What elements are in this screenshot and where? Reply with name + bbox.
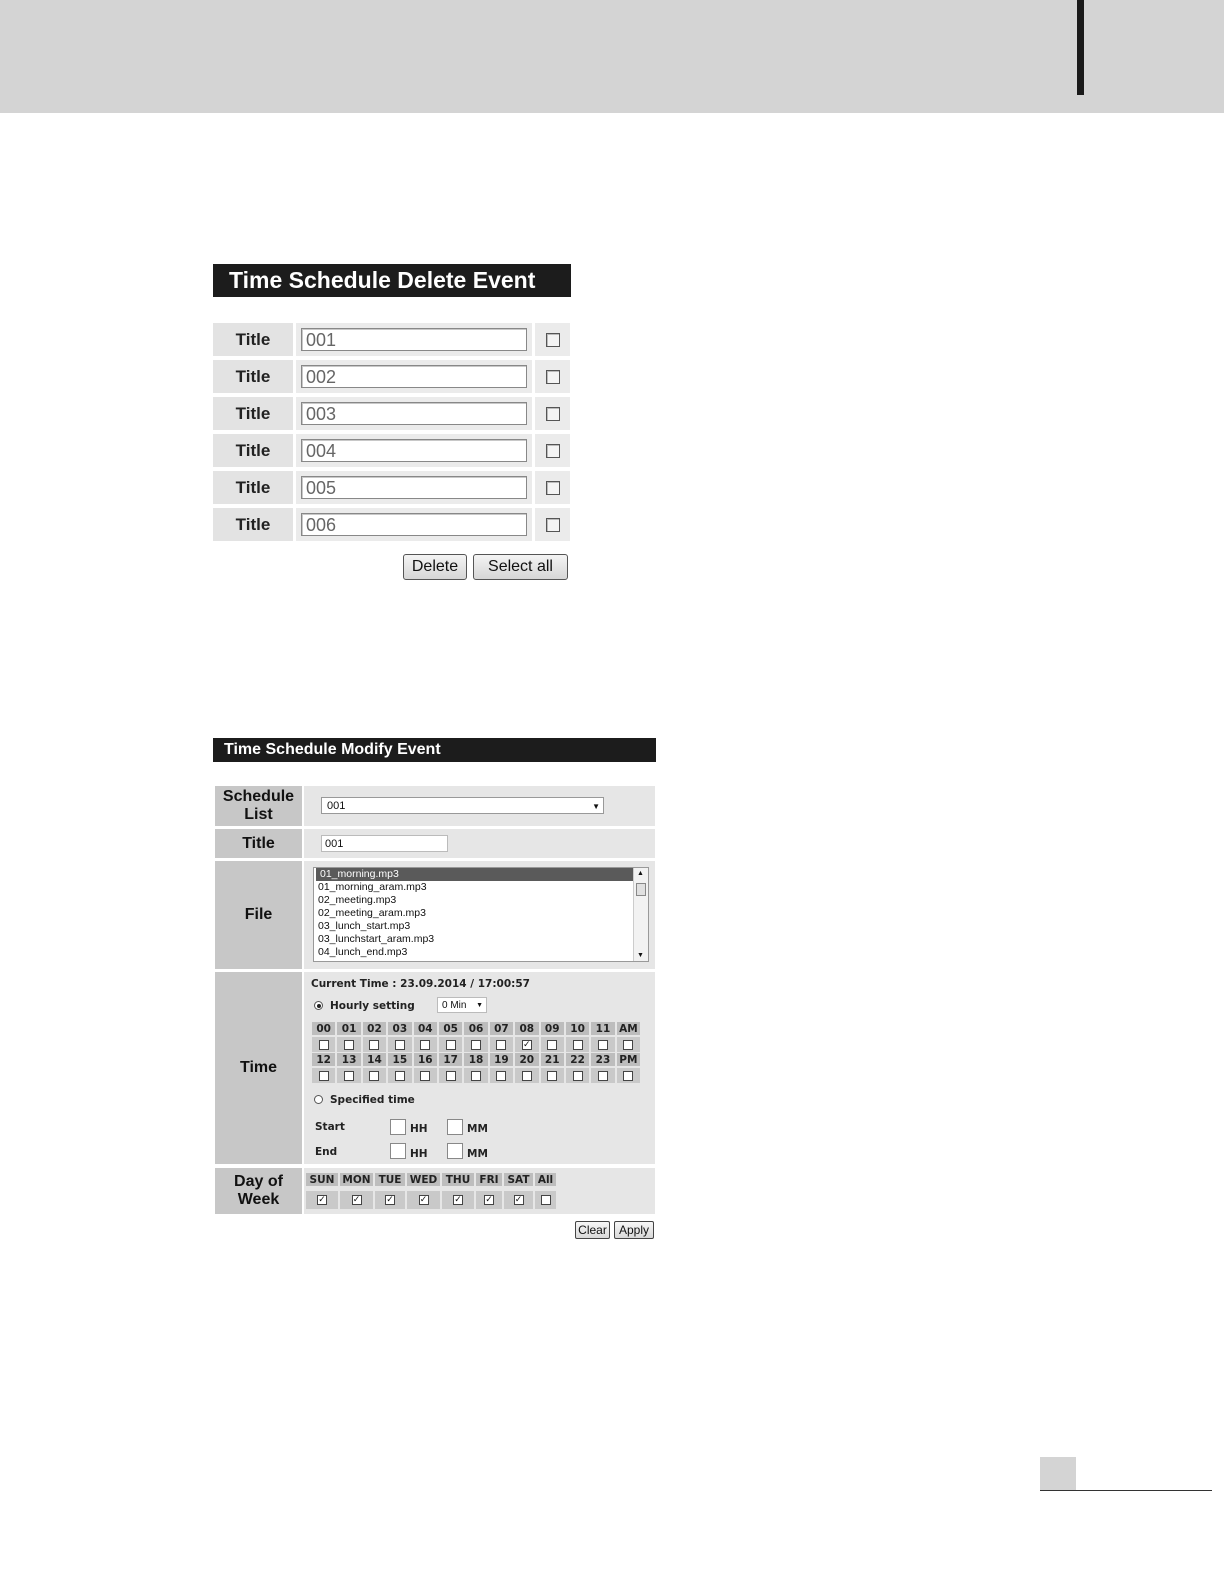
grid-header-cell: 14: [363, 1053, 388, 1066]
checkbox[interactable]: [471, 1040, 481, 1050]
checkbox[interactable]: [319, 1040, 329, 1050]
file-list-item[interactable]: 01_morning_aram.mp3: [318, 881, 427, 893]
start-hh-label: HH: [410, 1123, 428, 1135]
checkbox[interactable]: [369, 1040, 379, 1050]
grid-checkbox-cell: [515, 1037, 540, 1052]
grid-checkbox-cell: [363, 1068, 388, 1083]
grid-checkbox-cell: [312, 1068, 337, 1083]
grid-header-cell: THU: [442, 1173, 476, 1186]
grid-header-cell: SUN: [306, 1173, 340, 1186]
title-input[interactable]: 006: [301, 513, 527, 536]
grid-checkbox-cell: [337, 1037, 362, 1052]
specified-time-label: Specified time: [330, 1094, 415, 1106]
title-input-cell: [296, 471, 532, 504]
start-mm-label: MM: [467, 1123, 488, 1135]
end-minute-input[interactable]: [447, 1143, 463, 1159]
start-minute-input[interactable]: [447, 1119, 463, 1135]
grid-checkbox-cell: [340, 1191, 375, 1209]
chevron-down-icon: ▼: [476, 1002, 483, 1009]
checkbox[interactable]: [319, 1071, 329, 1081]
file-list-item[interactable]: 04_lunch_end.mp3: [318, 946, 408, 958]
checkbox[interactable]: [446, 1040, 456, 1050]
grid-header-cell: 04: [414, 1022, 439, 1035]
modify-panel-title: Time Schedule Modify Event: [213, 738, 656, 762]
title-input[interactable]: 003: [301, 402, 527, 425]
grid-header-cell: 03: [388, 1022, 413, 1035]
grid-checkbox-cell: [476, 1191, 504, 1209]
hours-checkboxes-am: [312, 1037, 642, 1052]
grid-header-cell: WED: [407, 1173, 442, 1186]
grid-checkbox-cell: [407, 1191, 442, 1209]
delete-button[interactable]: Delete: [403, 554, 467, 580]
grid-header-cell: 00: [312, 1022, 337, 1035]
grid-checkbox-cell: [306, 1191, 340, 1209]
delete-checkbox[interactable]: [546, 481, 560, 495]
footer-rule: [1040, 1490, 1212, 1491]
grid-header-cell: 21: [541, 1053, 566, 1066]
delete-checkbox-cell: [535, 323, 570, 356]
file-listbox[interactable]: [313, 867, 649, 962]
checked-checkbox[interactable]: ✓: [419, 1195, 428, 1205]
scroll-thumb[interactable]: [636, 883, 646, 896]
grid-header-cell: 16: [414, 1053, 439, 1066]
title-label: Title: [213, 434, 293, 467]
file-list-scrollbar[interactable]: [633, 868, 648, 961]
grid-checkbox-cell: [442, 1191, 476, 1209]
title-input[interactable]: 001: [321, 835, 448, 852]
grid-checkbox-cell: [617, 1068, 642, 1083]
delete-checkbox[interactable]: [546, 407, 560, 421]
title-input-cell: [296, 397, 532, 430]
checkbox[interactable]: [522, 1071, 532, 1081]
select-all-button[interactable]: Select all: [473, 554, 568, 580]
grid-checkbox-cell: [566, 1068, 591, 1083]
scroll-down-icon[interactable]: ▼: [637, 952, 644, 959]
grid-header-cell: 08: [515, 1022, 540, 1035]
title-input[interactable]: 002: [301, 365, 527, 388]
file-list-item[interactable]: 02_meeting.mp3: [318, 894, 397, 906]
grid-checkbox-cell: [414, 1037, 439, 1052]
grid-checkbox-cell: [337, 1068, 362, 1083]
grid-checkbox-cell: [439, 1037, 464, 1052]
grid-header-cell: 13: [337, 1053, 362, 1066]
grid-checkbox-cell: [490, 1037, 515, 1052]
checked-checkbox[interactable]: ✓: [523, 1039, 531, 1050]
checkbox[interactable]: [420, 1071, 430, 1081]
grid-header-cell: 06: [464, 1022, 489, 1035]
checkbox[interactable]: [395, 1071, 405, 1081]
grid-header-cell: 22: [566, 1053, 591, 1066]
delete-row: [213, 508, 573, 541]
hourly-minute-select[interactable]: [437, 997, 487, 1013]
delete-checkbox-cell: [535, 397, 570, 430]
title-label: Title: [213, 471, 293, 504]
grid-header-cell: 07: [490, 1022, 515, 1035]
hours-checkboxes-pm: [312, 1068, 642, 1083]
grid-header-cell: 18: [464, 1053, 489, 1066]
grid-header-cell: 15: [388, 1053, 413, 1066]
file-items: [314, 868, 648, 959]
checkbox[interactable]: [623, 1040, 633, 1050]
delete-checkbox[interactable]: [546, 333, 560, 347]
delete-row: [213, 434, 573, 467]
checked-checkbox[interactable]: ✓: [514, 1195, 523, 1205]
days-header: [306, 1173, 558, 1186]
grid-header-cell: MON: [340, 1173, 375, 1186]
checkbox[interactable]: [598, 1040, 608, 1050]
grid-checkbox-cell: [439, 1068, 464, 1083]
delete-checkbox-cell: [535, 360, 570, 393]
hourly-setting-radio[interactable]: [314, 1001, 323, 1010]
checkbox[interactable]: [420, 1040, 430, 1050]
checkbox[interactable]: [573, 1040, 583, 1050]
title-input-cell: [296, 360, 532, 393]
hours-header-am: [312, 1022, 642, 1035]
title-input[interactable]: 005: [301, 476, 527, 499]
grid-checkbox-cell: [535, 1191, 558, 1209]
grid-checkbox-cell: [541, 1037, 566, 1052]
end-hour-input[interactable]: [390, 1143, 406, 1159]
grid-header-cell: 01: [337, 1022, 362, 1035]
checkbox[interactable]: [573, 1071, 583, 1081]
checkbox[interactable]: [541, 1195, 551, 1205]
clear-button[interactable]: Clear: [575, 1221, 610, 1239]
delete-event-list: [213, 323, 573, 545]
checkbox[interactable]: [547, 1071, 557, 1081]
schedule-list-value: 001: [327, 800, 346, 812]
file-list-item[interactable]: 01_morning.mp3: [316, 868, 634, 881]
title-input-cell: [296, 434, 532, 467]
grid-checkbox-cell: [363, 1037, 388, 1052]
title-label: Title: [215, 829, 302, 858]
title-label: Title: [213, 323, 293, 356]
grid-header-cell: 11: [591, 1022, 616, 1035]
grid-header-cell: All: [535, 1173, 558, 1186]
grid-header-cell: PM: [617, 1053, 642, 1066]
grid-checkbox-cell: [490, 1068, 515, 1083]
page-number-box: [1040, 1457, 1076, 1491]
grid-header-cell: TUE: [375, 1173, 407, 1186]
day-of-week-label: Day of Week: [215, 1168, 302, 1214]
title-input[interactable]: 004: [301, 439, 527, 462]
grid-checkbox-cell: [591, 1037, 616, 1052]
grid-checkbox-cell: [414, 1068, 439, 1083]
delete-row: [213, 360, 573, 393]
grid-checkbox-cell: [504, 1191, 535, 1209]
file-list-item[interactable]: 03_lunchstart_aram.mp3: [318, 933, 435, 945]
grid-checkbox-cell: [541, 1068, 566, 1083]
grid-header-cell: AM: [617, 1022, 642, 1035]
file-list-item[interactable]: 02_meeting_aram.mp3: [318, 907, 426, 919]
grid-checkbox-cell: [312, 1037, 337, 1052]
chevron-down-icon: ▼: [592, 802, 600, 811]
end-mm-label: MM: [467, 1148, 488, 1160]
end-label: End: [315, 1146, 338, 1158]
chapter-marker: [1077, 0, 1084, 95]
grid-header-cell: 05: [439, 1022, 464, 1035]
hourly-minute-value: 0 Min: [442, 1000, 467, 1011]
grid-header-cell: 23: [591, 1053, 616, 1066]
delete-row: [213, 397, 573, 430]
grid-header-cell: FRI: [476, 1173, 504, 1186]
grid-checkbox-cell: [388, 1068, 413, 1083]
delete-checkbox[interactable]: [546, 370, 560, 384]
delete-checkbox-cell: [535, 508, 570, 541]
checkbox[interactable]: [496, 1071, 506, 1081]
delete-checkbox-cell: [535, 471, 570, 504]
checked-checkbox[interactable]: ✓: [454, 1195, 462, 1205]
grid-header-cell: 20: [515, 1053, 540, 1066]
schedule-list-label: Schedule List: [215, 786, 302, 826]
checkbox[interactable]: [598, 1071, 608, 1081]
grid-header-cell: 12: [312, 1053, 337, 1066]
checkbox[interactable]: [344, 1071, 354, 1081]
checkbox[interactable]: [369, 1071, 379, 1081]
start-label: Start: [315, 1121, 345, 1133]
checkbox[interactable]: [395, 1040, 405, 1050]
grid-checkbox-cell: [464, 1068, 489, 1083]
checked-checkbox[interactable]: ✓: [318, 1195, 326, 1205]
apply-button[interactable]: Apply: [614, 1221, 654, 1239]
title-input-cell: [296, 323, 532, 356]
delete-checkbox-cell: [535, 434, 570, 467]
grid-checkbox-cell: [464, 1037, 489, 1052]
grid-checkbox-cell: [617, 1037, 642, 1052]
title-input[interactable]: 001: [301, 328, 527, 351]
checked-checkbox[interactable]: ✓: [352, 1195, 361, 1205]
top-header-band: [0, 0, 1224, 113]
grid-checkbox-cell: [375, 1191, 407, 1209]
current-time: Current Time : 23.09.2014 / 17:00:57: [311, 978, 530, 990]
grid-checkbox-cell: [566, 1037, 591, 1052]
grid-header-cell: 09: [541, 1022, 566, 1035]
hourly-setting-label: Hourly setting: [330, 1000, 415, 1012]
grid-header-cell: 02: [363, 1022, 388, 1035]
end-hh-label: HH: [410, 1148, 428, 1160]
checked-checkbox[interactable]: ✓: [386, 1195, 394, 1205]
specified-time-radio[interactable]: [314, 1095, 323, 1104]
title-label: Title: [213, 397, 293, 430]
grid-checkbox-cell: [388, 1037, 413, 1052]
days-checkboxes: [306, 1191, 558, 1209]
checkbox[interactable]: [446, 1071, 456, 1081]
schedule-list-select[interactable]: [321, 797, 604, 814]
file-label: File: [215, 861, 302, 969]
grid-header-cell: 17: [439, 1053, 464, 1066]
grid-header-cell: 19: [490, 1053, 515, 1066]
checked-checkbox[interactable]: ✓: [485, 1195, 493, 1205]
delete-checkbox[interactable]: [546, 518, 560, 532]
checkbox[interactable]: [496, 1040, 506, 1050]
scroll-up-icon[interactable]: ▲: [637, 870, 644, 877]
hours-header-pm: [312, 1053, 642, 1066]
checkbox[interactable]: [623, 1071, 633, 1081]
file-list-item[interactable]: 03_lunch_start.mp3: [318, 920, 411, 932]
checkbox[interactable]: [471, 1071, 481, 1081]
checkbox[interactable]: [344, 1040, 354, 1050]
checkbox[interactable]: [547, 1040, 557, 1050]
grid-checkbox-cell: [515, 1068, 540, 1083]
start-hour-input[interactable]: [390, 1119, 406, 1135]
grid-checkbox-cell: [591, 1068, 616, 1083]
delete-checkbox[interactable]: [546, 444, 560, 458]
grid-header-cell: 10: [566, 1022, 591, 1035]
title-label: Title: [213, 360, 293, 393]
time-label: Time: [215, 972, 302, 1164]
grid-header-cell: SAT: [504, 1173, 535, 1186]
title-input-cell: [296, 508, 532, 541]
delete-row: [213, 323, 573, 356]
title-label: Title: [213, 508, 293, 541]
delete-row: [213, 471, 573, 504]
delete-panel-title: Time Schedule Delete Event: [213, 264, 571, 297]
